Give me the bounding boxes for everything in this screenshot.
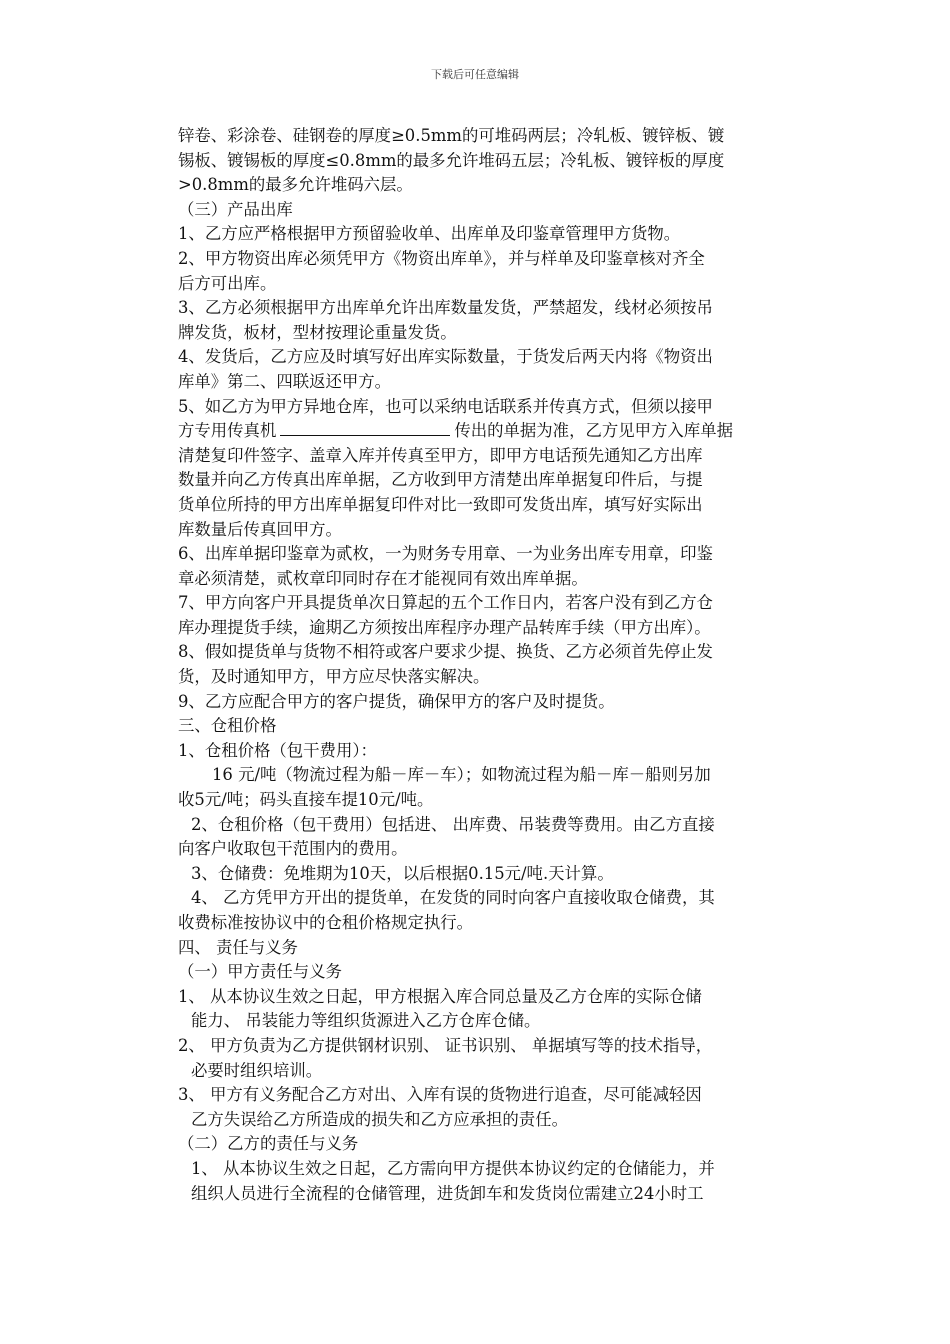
text-line: 2、甲方物资出库必须凭甲方《物资出库单》，并与样单及印鉴章核对齐全 xyxy=(178,248,705,268)
text-line: 章必须清楚，贰枚章印同时存在才能视同有效出库单据。 xyxy=(178,568,588,588)
section-heading: （二）乙方的责任与义务 xyxy=(178,1134,359,1154)
text-line: 组织人员进行全流程的仓储管理，进货卸车和发货岗位需建立24小时工 xyxy=(191,1183,704,1203)
text-line: 库单》第二、四联返还甲方。 xyxy=(178,371,392,391)
text-line: 锌卷、彩涂卷、硅钢卷的厚度≥0.5mm的可堆码两层；冷轧板、镀锌板、镀 xyxy=(178,126,725,145)
document-body xyxy=(178,124,810,1206)
text-line: 4、发货后，乙方应及时填写好出库实际数量，于货发后两天内将《物资出 xyxy=(178,347,713,367)
page-header: 下载后可任意编辑 xyxy=(431,68,519,81)
text-line: 能力、 吊装能力等组织货源进入乙方仓库仓储。 xyxy=(191,1011,541,1031)
text-line: 向客户收取包干范围内的费用。 xyxy=(178,839,408,859)
text-line: 5、如乙方为甲方异地仓库，也可以采纳电话联系并传真方式，但须以接甲 xyxy=(178,396,713,416)
text-line: >0.8mm的最多允许堆码六层。 xyxy=(178,175,413,195)
text-line: 3、乙方必须根据甲方出库单允许出库数量发货，严禁超发，线材必须按吊 xyxy=(178,298,713,318)
text-segment: 传出的单据为准，乙方见甲方入库单据 xyxy=(454,421,733,441)
text-line: 3、仓储费：免堆期为10天，以后根据0.15元/吨.天计算。 xyxy=(191,863,614,883)
text-line: 2、仓租价格（包干费用）包括进、 出库费、吊装费等费用。由乙方直接 xyxy=(191,814,715,834)
text-line: 3、 甲方有义务配合乙方对出、入库有误的货物进行追查，尽可能减轻因 xyxy=(178,1085,702,1105)
text-line: 8、假如提货单与货物不相符或客户要求少提、换货、乙方必须首先停止发 xyxy=(178,642,713,662)
text-line: 乙方失误给乙方所造成的损失和乙方应承担的责任。 xyxy=(191,1109,568,1129)
section-heading: （一）甲方责任与义务 xyxy=(178,962,342,982)
text-line: 后方可出库。 xyxy=(178,273,277,293)
text-line: 1、仓租价格（包干费用）： xyxy=(178,740,377,760)
text-line: 数量并向乙方传真出库单据，乙方收到甲方清楚出库单据复印件后，与提 xyxy=(178,470,703,490)
text-line: 9、乙方应配合甲方的客户提货，确保甲方的客户及时提货。 xyxy=(178,691,615,711)
text-line: 7、甲方向客户开具提货单次日算起的五个工作日内，若客户没有到乙方仓 xyxy=(178,593,713,613)
text-line: 4、 乙方凭甲方开出的提货单，在发货的同时向客户直接收取仓储费，其 xyxy=(191,888,715,908)
text-line: 牌发货，板材，型材按理论重量发货。 xyxy=(178,322,457,342)
text-line: 库数量后传真回甲方。 xyxy=(178,519,342,539)
text-line: 清楚复印件签字、盖章入库并传真至甲方，即甲方电话预先通知乙方出库 xyxy=(178,445,703,465)
text-line: 收5元/吨；码头直接车提10元/吨。 xyxy=(178,790,434,810)
text-line: 库办理提货手续，逾期乙方须按出库程序办理产品转库手续（甲方出库）。 xyxy=(178,617,711,637)
text-line: 2、 甲方负责为乙方提供钢材识别、 证书识别、 单据填写等的技术指导， xyxy=(178,1035,713,1055)
text-line: 6、出库单据印鉴章为贰枚，一为财务专用章、一为业务出库专用章，印鉴 xyxy=(178,544,713,564)
section-heading: 三、仓租价格 xyxy=(178,716,277,736)
text-line: 16 元/吨（物流过程为船－库－车）；如物流过程为船－库－船则另加 xyxy=(212,765,711,785)
text-line: 必要时组织培训。 xyxy=(191,1060,323,1080)
text-line: 1、乙方应严格根据甲方预留验收单、出库单及印鉴章管理甲方货物。 xyxy=(178,224,681,244)
text-line: 货单位所持的甲方出库单据复印件对比一致即可发货出库，填写好实际出 xyxy=(178,494,703,514)
section-heading: （三）产品出库 xyxy=(178,199,293,219)
text-line: 锡板、镀锡板的厚度≤0.8mm的最多允许堆码五层；冷轧板、镀锌板的厚度 xyxy=(178,150,725,170)
text-segment: 方专用传真机 xyxy=(178,421,277,441)
section-heading: 四、 责任与义务 xyxy=(178,937,298,957)
text-line-with-blank xyxy=(178,419,810,444)
text-line: 1、 从本协议生效之日起，乙方需向甲方提供本协议约定的仓储能力，并 xyxy=(191,1158,715,1178)
text-line: 货，及时通知甲方，甲方应尽快落实解决。 xyxy=(178,667,490,687)
text-line: 1、 从本协议生效之日起，甲方根据入库合同总量及乙方仓库的实际仓储 xyxy=(178,986,702,1006)
text-line: 收费标准按协议中的仓租价格规定执行。 xyxy=(178,913,474,932)
fill-in-blank xyxy=(280,421,450,436)
